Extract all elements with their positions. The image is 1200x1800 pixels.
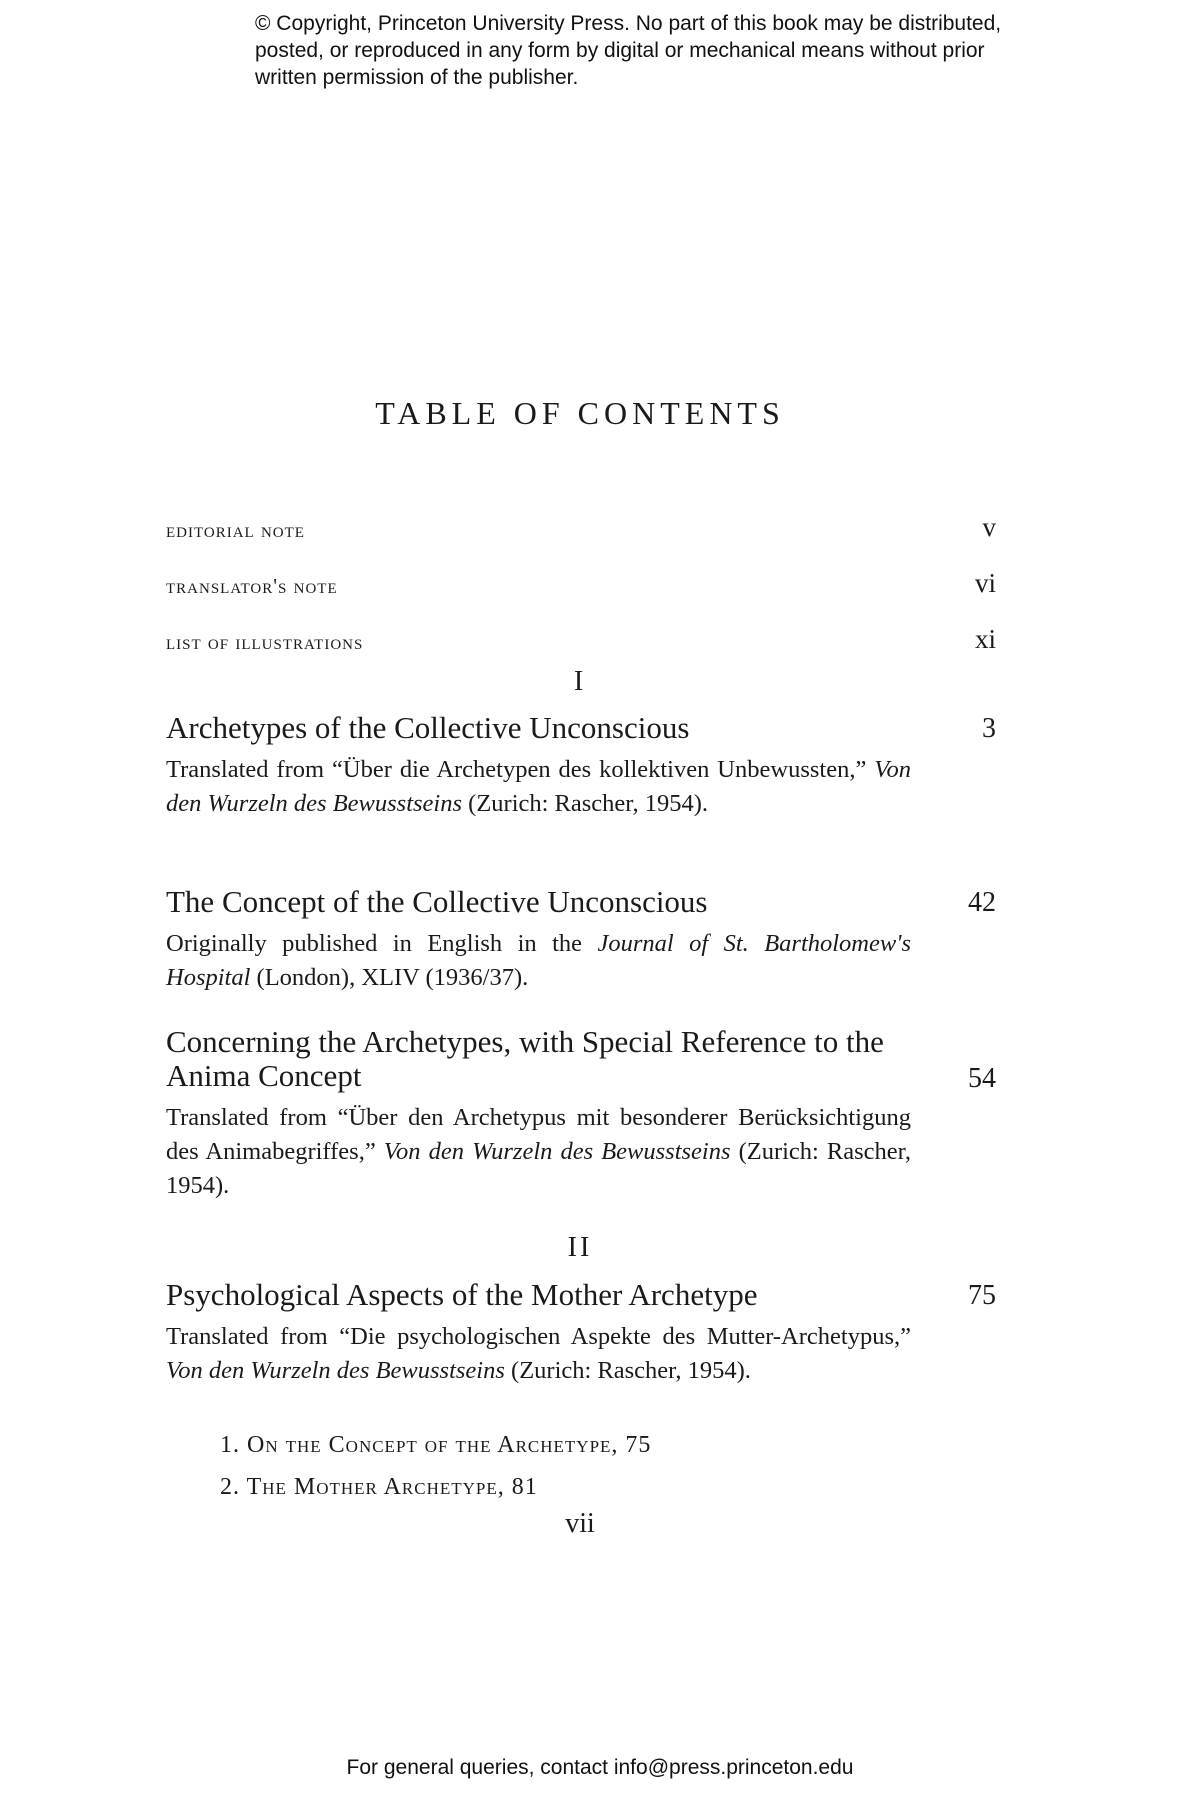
toc-entry-collective-unconscious [166, 885, 996, 995]
copyright-notice: © Copyright, Princeton University Press. No part of this book may be distributed, posted, or reproduced in any form by digital or mechanical means without prior written permission of the publisher. [255, 12, 1002, 89]
entry-page: 54 [968, 1063, 996, 1094]
toc-entry-editorial-note [166, 512, 996, 543]
part-heading-1: I [573, 666, 587, 697]
toc-entry-anima-concept [166, 1025, 996, 1203]
toc-entry-list-of-illustrations [166, 624, 996, 655]
page-number: vii [565, 1508, 595, 1539]
entry-page: 75 [968, 1280, 996, 1311]
page-title: TABLE OF CONTENTS [375, 395, 785, 431]
toc-entry-mother-archetype [166, 1278, 996, 1388]
entry-description: Translated from “Über den Archetypus mit besonderer Berücksichtigung des Animabegriffes,” Von den Wurzeln des Bewusstseins (Zurich: Rascher, 1954). [166, 1104, 911, 1199]
toc-entry-page: xi [974, 624, 996, 654]
entry-title: Concerning the Archetypes, with Special Reference to the Anima Concept [166, 1024, 884, 1093]
entry-page: 42 [968, 887, 996, 918]
part-heading-2: II [567, 1232, 593, 1263]
toc-entry-archetypes [166, 711, 996, 821]
toc-entry-label: list of illustrations [166, 630, 364, 654]
entry-title: Psychological Aspects of the Mother Archetype [166, 1277, 758, 1312]
entry-description: Originally published in English in the Journal of St. Bartholomew's Hospital (London), XLIV (1936/37). [166, 930, 911, 991]
entry-description: Translated from “Die psychologischen Aspekte des Mutter-Archetypus,” Von den Wurzeln des Bewusstseins (Zurich: Rascher, 1954). [166, 1323, 911, 1384]
toc-entry-page: vi [974, 568, 996, 598]
entry-title: The Concept of the Collective Unconscious [166, 884, 708, 919]
entry-page: 3 [982, 713, 996, 744]
toc-entry-page: v [982, 512, 996, 542]
toc-entry-translators-note [166, 568, 996, 599]
footer-contact: For general queries, contact info@press.princeton.edu [346, 1756, 854, 1779]
subsection-concept-of-archetype: 1. On the Concept of the Archetype, 75 [220, 1432, 652, 1458]
entry-description: Translated from “Über die Archetypen des kollektiven Unbewussten,” Von den Wurzeln des Bewusstseins (Zurich: Rascher, 1954). [166, 756, 911, 817]
toc-entry-label: editorial note [166, 518, 305, 542]
subsection-mother-archetype: 2. The Mother Archetype, 81 [220, 1474, 538, 1500]
toc-entry-label: translator's note [166, 574, 338, 598]
entry-title: Archetypes of the Collective Unconscious [166, 710, 690, 745]
